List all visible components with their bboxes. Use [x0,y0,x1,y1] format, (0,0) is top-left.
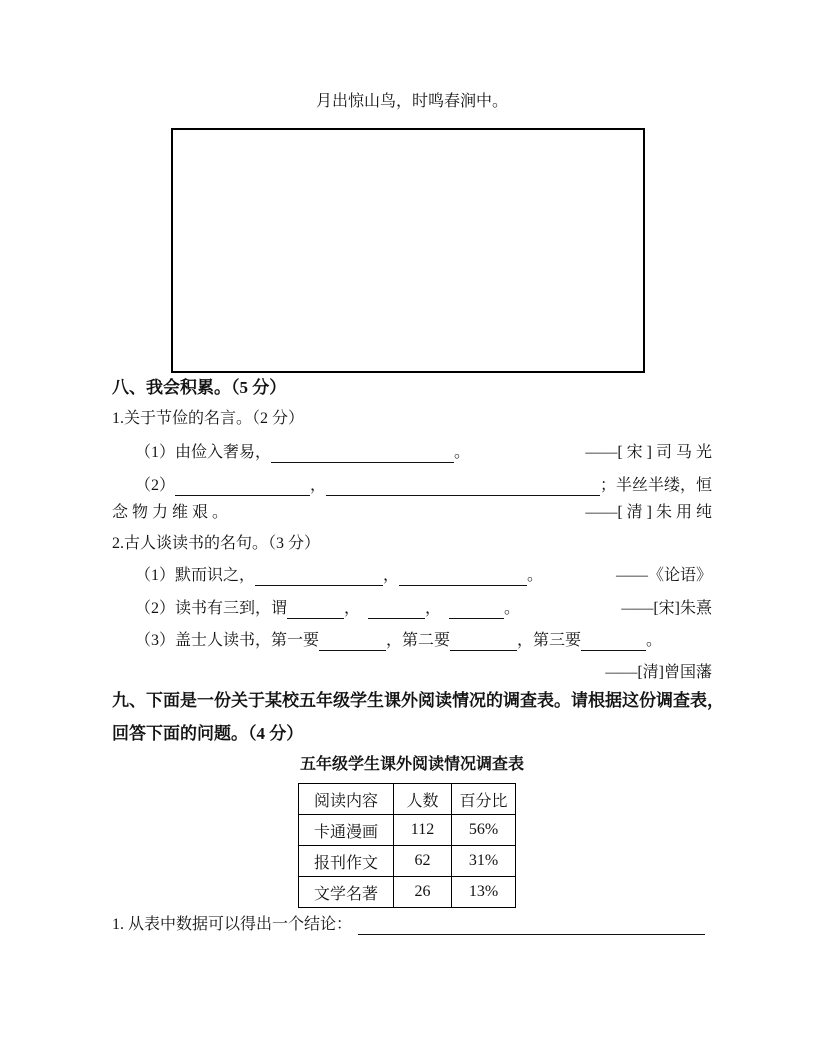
table-cell: 62 [394,846,452,877]
q1-item1 [112,443,712,463]
q1-item2-line1 [112,476,712,496]
q2-item2-suffix: 。 [504,600,521,617]
q1-item1-prefix: （1）由俭入奢易， [135,444,272,461]
survey-table [298,783,516,908]
q2-item3-mid1: ，第二要 [386,632,451,649]
table-row [299,815,516,846]
q2-item3-prefix: （3）盖士人读书，第一要 [135,632,320,649]
q2-item2-comma1: ， [344,600,361,617]
s9-q1-prefix: 1. 从表中数据可以得出一个结论： [112,916,353,933]
blank-underline [399,571,527,586]
q1-item2-prefix: （2） [135,477,176,494]
q1-title [112,409,712,429]
table-cell: 112 [394,815,452,846]
blank-underline [358,920,705,935]
section-9-heading-line1 [112,691,724,711]
section-9-heading-text2: 回答下面的问题。（4 分） [112,724,304,743]
table-cell: 13% [452,877,516,908]
poem-line [112,92,712,112]
blank-underline [255,571,383,586]
blank-underline [319,636,386,651]
answer-box [171,128,645,373]
q2-item1-comma: ， [383,567,400,584]
q1-item1-attribution: ——[ 宋 ] 司 马 光 [585,444,712,461]
blank-underline [175,481,310,496]
section-8-heading [112,378,712,398]
q2-item1-attribution: ——《论语》 [615,567,712,584]
blank-underline [271,448,454,463]
blank-underline [449,604,504,619]
table-row [299,846,516,877]
q2-item3-suffix: 。 [646,632,663,649]
table-header-cell: 人数 [394,784,452,815]
q1-item2-comma: ， [310,477,327,494]
q2-item2 [112,599,712,619]
q2-item3-attribution: ——[清]曾国藩 [605,664,712,681]
table-header-cell: 阅读内容 [299,784,394,815]
q1-title-text: 1.关于节俭的名言。（2 分） [112,410,305,427]
q1-item2-line2 [112,503,712,523]
table-cell: 文学名著 [299,877,394,908]
table-row [299,877,516,908]
table-cell: 26 [394,877,452,908]
q2-item3-attribution-line [112,663,712,683]
section-8-heading-text: 八、我会积累。（5 分） [112,378,287,397]
blank-underline [581,636,646,651]
section-9-heading-line2 [112,724,712,744]
q2-item1 [112,566,712,586]
s9-q1-line [112,915,712,935]
q2-item1-prefix: （1）默而识之， [135,567,256,584]
q2-title-text: 2.古人谈读书的名句。（3 分） [112,535,321,552]
q2-item2-comma2: ， [425,600,442,617]
table-cell: 卡通漫画 [299,815,394,846]
table-cell: 56% [452,815,516,846]
q2-item3-mid2: ，第三要 [517,632,582,649]
q2-item1-suffix: 。 [527,567,544,584]
q1-item2-attribution: ——[ 清 ] 朱 用 纯 [585,504,712,521]
q2-title [112,534,712,554]
blank-underline [368,604,425,619]
blank-underline [450,636,517,651]
table-header-row [299,784,516,815]
poem-text: 月出惊山鸟，时鸣春涧中。 [315,93,508,110]
q2-item3 [112,631,712,651]
blank-underline [287,604,344,619]
q2-item2-attribution: ——[宋]朱熹 [621,600,712,617]
table-cell: 31% [452,846,516,877]
survey-table-title [112,755,712,775]
survey-table-title-text: 五年级学生课外阅读情况调查表 [299,756,524,773]
q2-item2-prefix: （2）读书有三到，谓 [135,600,288,617]
blank-underline [326,481,600,496]
q1-item2-suffix: ；半丝半缕，恒 [599,477,712,494]
section-9-heading-text1: 九、下面是一份关于某校五年级学生课外阅读情况的调查表。请根据这份调查表， [112,691,724,710]
table-header-cell: 百分比 [452,784,516,815]
q1-item2-continuation: 念 物 力 维 艰 。 [112,504,229,521]
q1-item1-suffix: 。 [454,444,471,461]
table-cell: 报刊作文 [299,846,394,877]
